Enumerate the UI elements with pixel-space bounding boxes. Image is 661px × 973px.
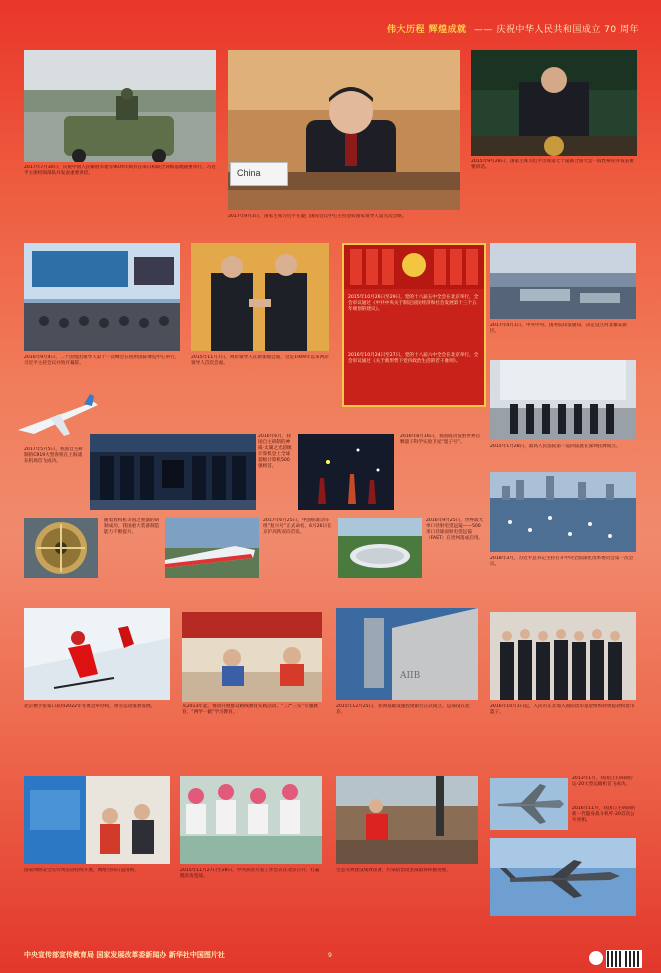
caption-2: 2017年9月3日，国家主席习近平在厦门国际会议中心主持金砖国家领导人第九次会晤。	[228, 214, 407, 219]
photo-g20-summit	[24, 243, 180, 351]
logo-icon	[588, 950, 604, 966]
photo-sdr-ceremony	[490, 612, 636, 700]
caption-24: 2013年1月，我国自主研制的运-20大型运输机首飞成功。	[572, 776, 633, 787]
footer-organizations: 中央宣传部宣传教育局 国家发展改革委新闻办 新华社中国图片社	[24, 951, 225, 959]
lake-city-image	[490, 472, 636, 552]
caption-14: 2017年6月25日，中国标准动车组“复兴号”正式命名，6月26日在京沪高铁双向首发。	[263, 518, 332, 535]
photo-circuit-court	[490, 360, 636, 440]
china-nameplate	[230, 162, 288, 186]
tunnel-boring-image	[24, 518, 98, 578]
photo-environmental-protection	[336, 776, 478, 864]
photo-quantum-satellite	[298, 434, 394, 510]
skiing-image	[24, 608, 170, 700]
photo-supercomputer	[90, 434, 256, 510]
caption-21: 国家网络安全宣传周活动持续开展，网络空间日益清朗。	[24, 868, 139, 873]
xiongan-image	[490, 243, 636, 319]
sdr-ceremony-image	[490, 612, 636, 700]
caption-20: 2016年10月1日起，人民币正式加入国际货币基金组织特别提款权货币篮子。	[490, 704, 635, 715]
caption-1: 2017年7月30日，庆祝中国人民解放军建军90周年阅兵在朱日和联合训练基地隆重举行。习近平主席检阅部队并发表重要讲话。	[24, 165, 216, 176]
page-title	[387, 22, 639, 35]
footer	[0, 944, 661, 973]
circuit-court-image	[490, 360, 636, 440]
svg-text:AIIB: AIIB	[400, 671, 421, 681]
caption-11: 2016年8月16日，我国成功发射世界首颗量子科学实验卫星“墨子号”。	[400, 434, 481, 445]
panel-text-2: 2016年10月24日至27日，党的十八届六中全会在北京举行，全会审议通过《关于新形势下党内政治生活的若干准则》。	[348, 353, 479, 364]
caption-8: 2017年4月1日，中共中央、国务院印发通知，决定设立河北雄安新区。	[490, 323, 627, 334]
c919-aircraft-image	[14, 392, 100, 444]
caption-16: 2018年3月，习近平总书记主持召开中央全面深化改革委员会第一次会议。	[490, 556, 634, 567]
caption-9: 2017年5月5日，我国自主研制的C919大型客机在上海浦东机场首飞成功。	[24, 447, 83, 464]
caption-13: 随着盾构机等国之重器的研制成功，我国重大装备制造能力不断提升。	[104, 518, 160, 535]
photo-brics-summit	[228, 50, 460, 210]
caption-3: 2015年9月28日，国家主席习近平出席第七十届联合国大会一般性辩论并发表重要讲话。	[471, 159, 634, 170]
photo-un-speech	[471, 50, 637, 156]
photo-lake-city	[490, 472, 636, 552]
panel-text-1: 2015年10月26日至29日，党的十八届五中全会在北京举行，全会审议通过《中共中央关于制定国民经济和社会发展第十三个五年规划的建议》。	[348, 295, 479, 312]
photo-cyber-security-week	[24, 776, 170, 864]
fuxing-train-image	[165, 518, 259, 578]
poverty-alleviation-image	[180, 776, 322, 864]
page-number: 9	[328, 952, 332, 959]
title-sub: —— 庆祝中华人民共和国成立 70 周年	[473, 25, 639, 35]
environmental-image	[336, 776, 478, 864]
caption-15: 2016年9月25日，世界最大单口径射电望远镜——500米口径球面射电望远镜（FAST）在贵州落成启用。	[426, 518, 484, 541]
quantum-satellite-image	[298, 434, 394, 510]
cyber-security-image	[24, 776, 170, 864]
qr-code-icon-2	[624, 950, 642, 968]
service-counter-image	[182, 612, 322, 702]
caption-22: 2015年11月27日至28日，中央扶贫开发工作会议在北京召开，打赢脱贫攻坚战。	[180, 868, 320, 879]
caption-10: 2016年6月，我国自主研制的神威·太湖之光超级计算机登上全球超级计算机500强榜首。	[258, 434, 292, 469]
title-main: 伟大历程 辉煌成就	[386, 25, 467, 35]
caption-25: 2016年11月，我国自主研制的新一代隐身战斗机歼-20首次公开亮相。	[572, 806, 636, 823]
photo-cross-strait-meeting	[191, 243, 329, 351]
photo-aiib	[336, 608, 478, 700]
photo-poverty-alleviation	[180, 776, 322, 864]
header	[0, 0, 661, 40]
cross-strait-image	[191, 243, 329, 351]
caption-4: 2016年9月4日，二十国集团领导人第十一次峰会在杭州国际博览中心举行，习近平主持会议并致开幕辞。	[24, 355, 180, 366]
photo-j20-fighter	[490, 838, 636, 916]
j20-fighter-image	[490, 838, 636, 916]
plenary-sessions-panel	[342, 243, 486, 407]
brics-summit-image	[228, 50, 460, 210]
fast-telescope-image	[338, 518, 422, 578]
photo-military-parade	[24, 50, 216, 162]
photo-tunnel-boring-machine	[24, 518, 98, 578]
supercomputer-image	[90, 434, 256, 510]
aiib-image	[336, 608, 478, 700]
y20-aircraft-image	[490, 778, 568, 830]
china-nameplate-text: China	[237, 168, 261, 178]
caption-12: 2015年1月28日，最高人民法院第一巡回法庭在深圳挂牌成立。	[490, 444, 621, 449]
photo-c919-aircraft	[14, 392, 100, 444]
photo-fuxing-train	[165, 518, 259, 578]
caption-19: 2015年12月25日，亚洲基础设施投资银行正式成立，总部设在北京。	[336, 704, 470, 715]
photo-y20-aircraft	[490, 778, 568, 830]
photo-service-counter	[182, 612, 322, 702]
un-speech-image	[471, 50, 637, 156]
photo-fast-telescope	[338, 518, 422, 578]
photo-xiongan	[490, 243, 636, 319]
caption-17: 北京携手张家口获得2022年冬奥会举办权，冰雪运动蓬勃发展。	[24, 704, 156, 709]
g20-summit-image	[24, 243, 180, 351]
photo-skiing	[24, 608, 170, 700]
party-emblem-banner	[344, 245, 484, 289]
military-parade-image	[24, 50, 216, 162]
caption-5: 2015年11月7日，两岸领导人在新加坡会面，这是1949年以来两岸领导人首次会面。	[191, 355, 329, 366]
caption-23: 生态文明建设成效显著，污染防治攻坚战取得积极进展。	[336, 868, 451, 873]
caption-18: 从2013年起，推动开展群众路线教育实践活动、“三严三实”专题教育、“两学一做”学习教育。	[182, 704, 318, 715]
qr-code-icon	[606, 950, 624, 968]
